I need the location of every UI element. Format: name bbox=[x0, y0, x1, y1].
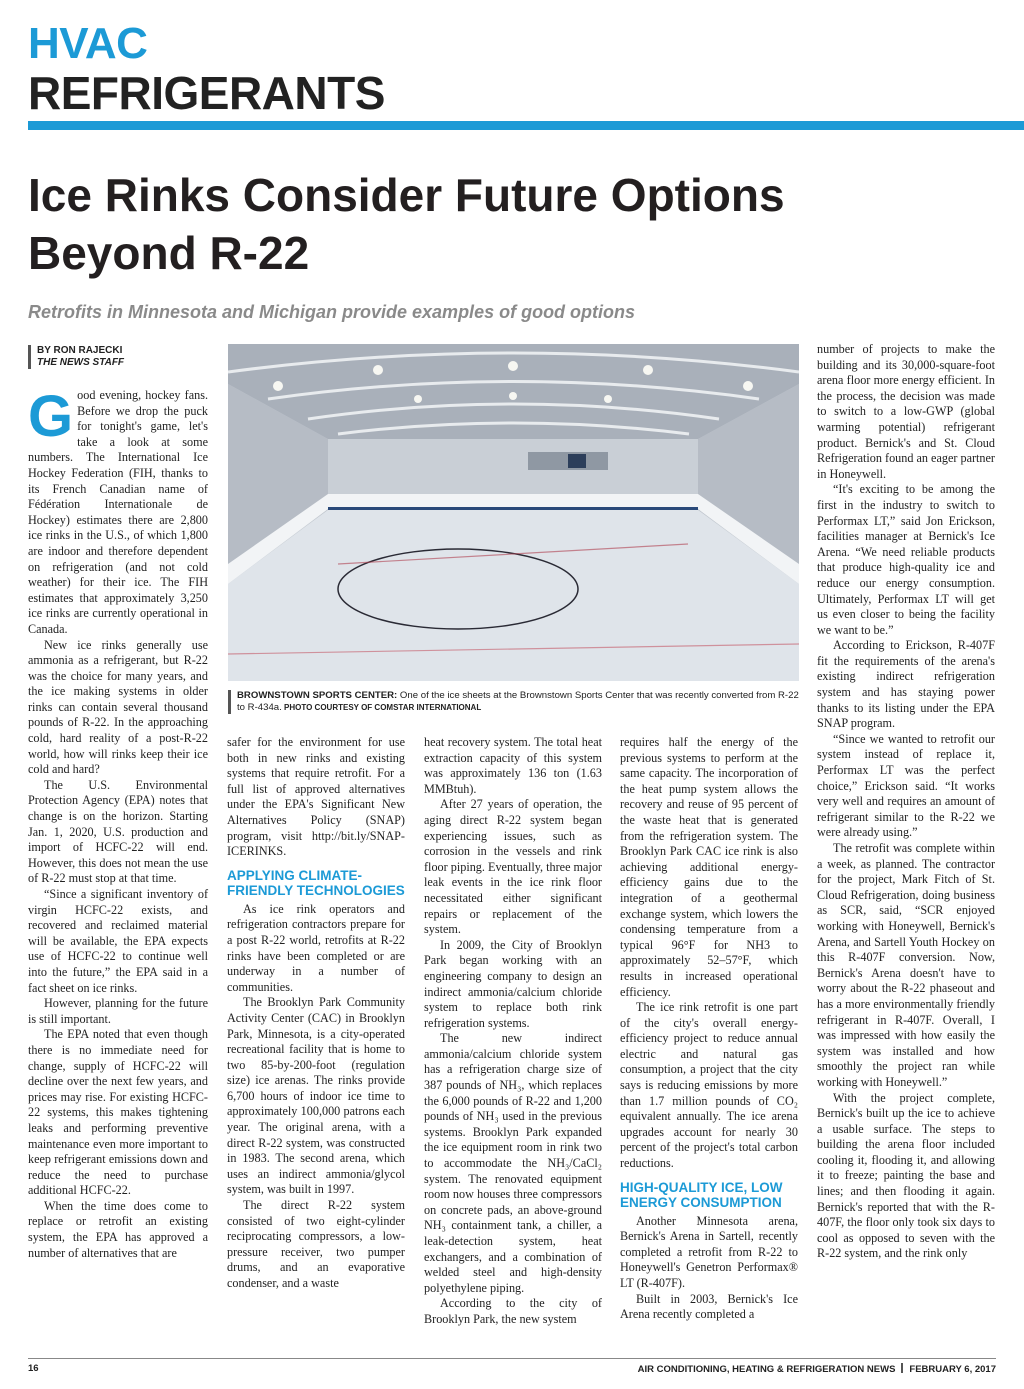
paragraph: requires half the energy of the previous systems to perform at the same capacity. The incorporation of the heat pump system allows the recovery and reuse of 95 percent of the waste heat that is generated from the refrigeration system. The Brooklyn Park CAC ice rink is also achieving additional energy-efficiency gains due to the integration of a geothermal exchange system, which lowers the condensing temperature from a typical 96°F for NH3 to approximately 52–57°F, which results in increased operational efficiency. bbox=[620, 735, 798, 999]
paragraph: Another Minnesota arena, Bernick's Arena in Sartell, recently completed a retrofit from R-22 to Honeywell's Genetron Performax® LT (R-407F). bbox=[620, 1213, 798, 1290]
paragraph: The direct R-22 system consisted of two eight-cylinder reciprocating compressors, a low-pressure receiver, two pumper drums, and an evaporative condenser, and a waste bbox=[227, 1198, 405, 1290]
paragraph: “It's exciting to be among the first in the industry to switch to Performax LT,” said Jon Erickson, facilities manager at Bernick's Ice Arena. “We need reliable products that produce high-quality ice and reduce our energy consumption. Ultimately, Performax LT will get us even closer to being the facility we want to be.” bbox=[817, 482, 995, 637]
paragraph: In 2009, the City of Brooklyn Park began working with an engineering company to design an indirect ammonia/calcium chloride system to replace both rink refrigeration systems. bbox=[424, 937, 602, 1030]
paragraph bbox=[28, 384, 208, 638]
paragraph: The new indirect ammonia/calcium chloride system has a refrigeration charge size of 387 pounds of NH₃, which replaces the 6,000 pounds of R-22 and 1,200 pounds of NH₃ used in the previous systems. Brooklyn Park expanded the ice equipment room in rink two to accommodate the NH₃/CaCl₂ system. The renovated equipment room now houses three compressors on concrete pads, an above-ground NH₃ containment tank, a chiller, a leak-detection system, heat exchangers, and a combination of welded steel and high-density polyethylene piping. bbox=[424, 1031, 602, 1295]
paragraph: The Brooklyn Park Community Activity Center (CAC) in Brooklyn Park, Minnesota, is a city-operated recreational facility that is home to two 85-by-200-foot (regulation size) ice arenas. The rinks provide 6,700 hours of indoor ice time to approximately 100,000 patrons each year. The original arena, with a direct R-22 system, was constructed in 1983. The second arena, which uses an indirect ammonia/glycol system, was built in 1997. bbox=[227, 995, 405, 1197]
paragraph: safer for the environment for use both in new rinks and existing systems that require retrofit. For a full list of approved alternatives under the EPA's Significant New Alternatives Policy (SNAP) program, visit http://bit.ly/SNAP-ICERINKS. bbox=[227, 735, 405, 859]
byline-author: BY RON RAJECKI bbox=[37, 345, 123, 356]
drop-cap: G bbox=[28, 384, 74, 449]
article-column-5 bbox=[817, 342, 995, 1262]
article-deck: Retrofits in Minnesota and Michigan provide examples of good options bbox=[28, 302, 636, 322]
section-kicker-hvac: HVAC bbox=[28, 19, 148, 68]
paragraph: Built in 2003, Bernick's Ice Arena recently completed a bbox=[620, 1291, 798, 1322]
caption-label: BROWNSTOWN SPORTS CENTER: bbox=[237, 690, 398, 701]
caption-text: One of the ice sheets at the Brownstown Sports Center that was recently converted from R-22 to R-434a. bbox=[237, 690, 799, 713]
subhead: HIGH-QUALITY ICE, LOW ENERGY CONSUMPTION bbox=[620, 1179, 783, 1210]
paragraph: “Since a significant inventory of virgin HCFC-22 exists, and recovered and reclaimed material will be available, the EPA expects use of HCFC-22 to continue well into the future,” the EPA said in a fact sheet on ice rinks. bbox=[28, 887, 208, 995]
photo-caption bbox=[228, 690, 808, 714]
paragraph: However, planning for the future is still important. bbox=[28, 996, 208, 1026]
paragraph: number of projects to make the building and its 30,000-square-foot arena floor more energy efficient. In the process, the decision was made to switch to a low-GWP (global warming potential) refrigerant product. Bernick's and St. Cloud Refrigeration found an eager partner in Honeywell. bbox=[817, 342, 995, 481]
footer-separator bbox=[901, 1363, 903, 1373]
paragraph: The EPA noted that even though there is no immediate need for change, supply of HCFC-22 will decline over the next few years, and prices may rise. For existing HCFC-22 systems, this makes tightening leaks and performing preventive maintenance even more important to keep refrigerant emissions down and reduce the need to purchase additional HCFC-22. bbox=[28, 1027, 208, 1198]
paragraph: After 27 years of operation, the aging direct R-22 system began experiencing issues, such as corrosion in the vessels and rink floor piping. Eventually, three major leak events in the ice rink floor necessitated either significant repairs or replacement of the system. bbox=[424, 797, 602, 937]
ice-rink-photo-illustration bbox=[228, 344, 799, 681]
article-column-2 bbox=[227, 735, 405, 1292]
caption-credit: PHOTO COURTESY OF COMSTAR INTERNATIONAL bbox=[281, 703, 482, 712]
article-headline: Ice Rinks Consider Future Options Beyond R-22 bbox=[28, 169, 785, 279]
byline bbox=[28, 345, 124, 369]
issue-date: FEBRUARY 6, 2017 bbox=[909, 1364, 996, 1375]
section-kicker-refrigerants: REFRIGERANTS bbox=[28, 67, 385, 119]
article-column-1 bbox=[28, 384, 208, 1261]
article-column-3 bbox=[424, 735, 602, 1328]
paragraph: With the project complete, Bernick's built up the ice to achieve a usable surface. The steps to building the arena floor included cooling it, flooding it, and allowing it to freeze; painting the base and lines; and then flooding it again. Bernick's reported that with the R-407F, the floor only took six days to cool as opposed to seven with the R-22 system, and the rink only bbox=[817, 1090, 995, 1261]
paragraph: As ice rink operators and refrigeration contractors prepare for a post R-22 world, retrofits at R-22 rinks have been completed or are underway in a number of communities. bbox=[227, 901, 405, 994]
paragraph: The ice rink retrofit is one part of the city's overall energy-efficiency project to reduce annual electric and natural gas consumption, a project that the city says is reducing emissions by more than 1.7 million pounds of CO₂ equivalent annually. The ice arena upgrades account for nearly 30 percent of the project's total carbon reductions. bbox=[620, 1000, 798, 1171]
footer-publication-info bbox=[638, 1363, 996, 1375]
publication-name: AIR CONDITIONING, HEATING & REFRIGERATION NEWS bbox=[637, 1364, 896, 1375]
article-column-4 bbox=[620, 735, 798, 1323]
paragraph-text: ood evening, hockey fans. Before we drop the puck for tonight's game, let's take a look at some numbers. The International Ice Hockey Federation (FIH, thanks to its French Canadian name of Fédération Internationale de Hockey) estimates there are 2,800 ice rinks in the U.S., of which 1,800 are indoor and therefore dependent on refrigeration (and not cold weather) for their ice. The FIH estimates that approximately 3,250 ice rinks are currently operational in Canada. bbox=[28, 388, 208, 636]
footer-rule bbox=[28, 1358, 996, 1359]
paragraph: “Since we wanted to retrofit our system instead of replace it, Performax LT was the perfect choice,” Erickson said. “It works very well and requires an amount of refrigerant similar to the R-22 we were already using.” bbox=[817, 731, 995, 840]
byline-staff: THE NEWS STAFF bbox=[37, 357, 125, 368]
paragraph: According to Erickson, R-407F fit the requirements of the arena's existing indirect refrigeration system and has staying power thanks to its listing under the EPA SNAP program. bbox=[817, 638, 995, 731]
paragraph: The U.S. Environmental Protection Agency (EPA) notes that change is on the horizon. Starting Jan. 1, 2020, U.S. production and import of HCFC-22 will end. However, this does not mean the use of R-22 must stop at that time. bbox=[28, 777, 208, 886]
page-number: 16 bbox=[28, 1363, 39, 1374]
paragraph: When the time does come to replace or retrofit an existing system, the EPA has approved a number of alternatives that are bbox=[28, 1198, 208, 1260]
ice-rink-photo bbox=[228, 344, 799, 681]
paragraph: heat recovery system. The total heat extraction capacity of this system was approximately 136 ton (1.63 MMBtuh). bbox=[424, 735, 602, 796]
section-rule bbox=[28, 121, 1024, 130]
paragraph: The retrofit was complete within a week, as planned. The contractor for the project, Mark Fitch of St. Cloud Refrigeration, doing business as SCR, said, “SCR enjoyed working with Honeywell, Bernick's Arena, and Sartell Youth Hockey on this R-407F conversion. Now, Bernick's Arena doesn't have to worry about the R-22 phaseout and has a more environmentally friendly refrigerant in R-407F. Overall, I was impressed with how easily the system was installed and how smoothly the project ran while working with Honeywell.” bbox=[817, 841, 995, 1089]
subhead: APPLYING CLIMATE-FRIENDLY TECHNOLOGIES bbox=[227, 867, 405, 898]
paragraph: New ice rinks generally use ammonia as a refrigerant, but R-22 was the choice for many years, and the ice making systems in older rinks can contain several thousand pounds of R-22. In the approaching cold, hard reality of a post-R-22 world, how will rinks keep their ice cold and hard? bbox=[28, 637, 208, 777]
paragraph: According to the city of Brooklyn Park, the new system bbox=[424, 1296, 602, 1326]
